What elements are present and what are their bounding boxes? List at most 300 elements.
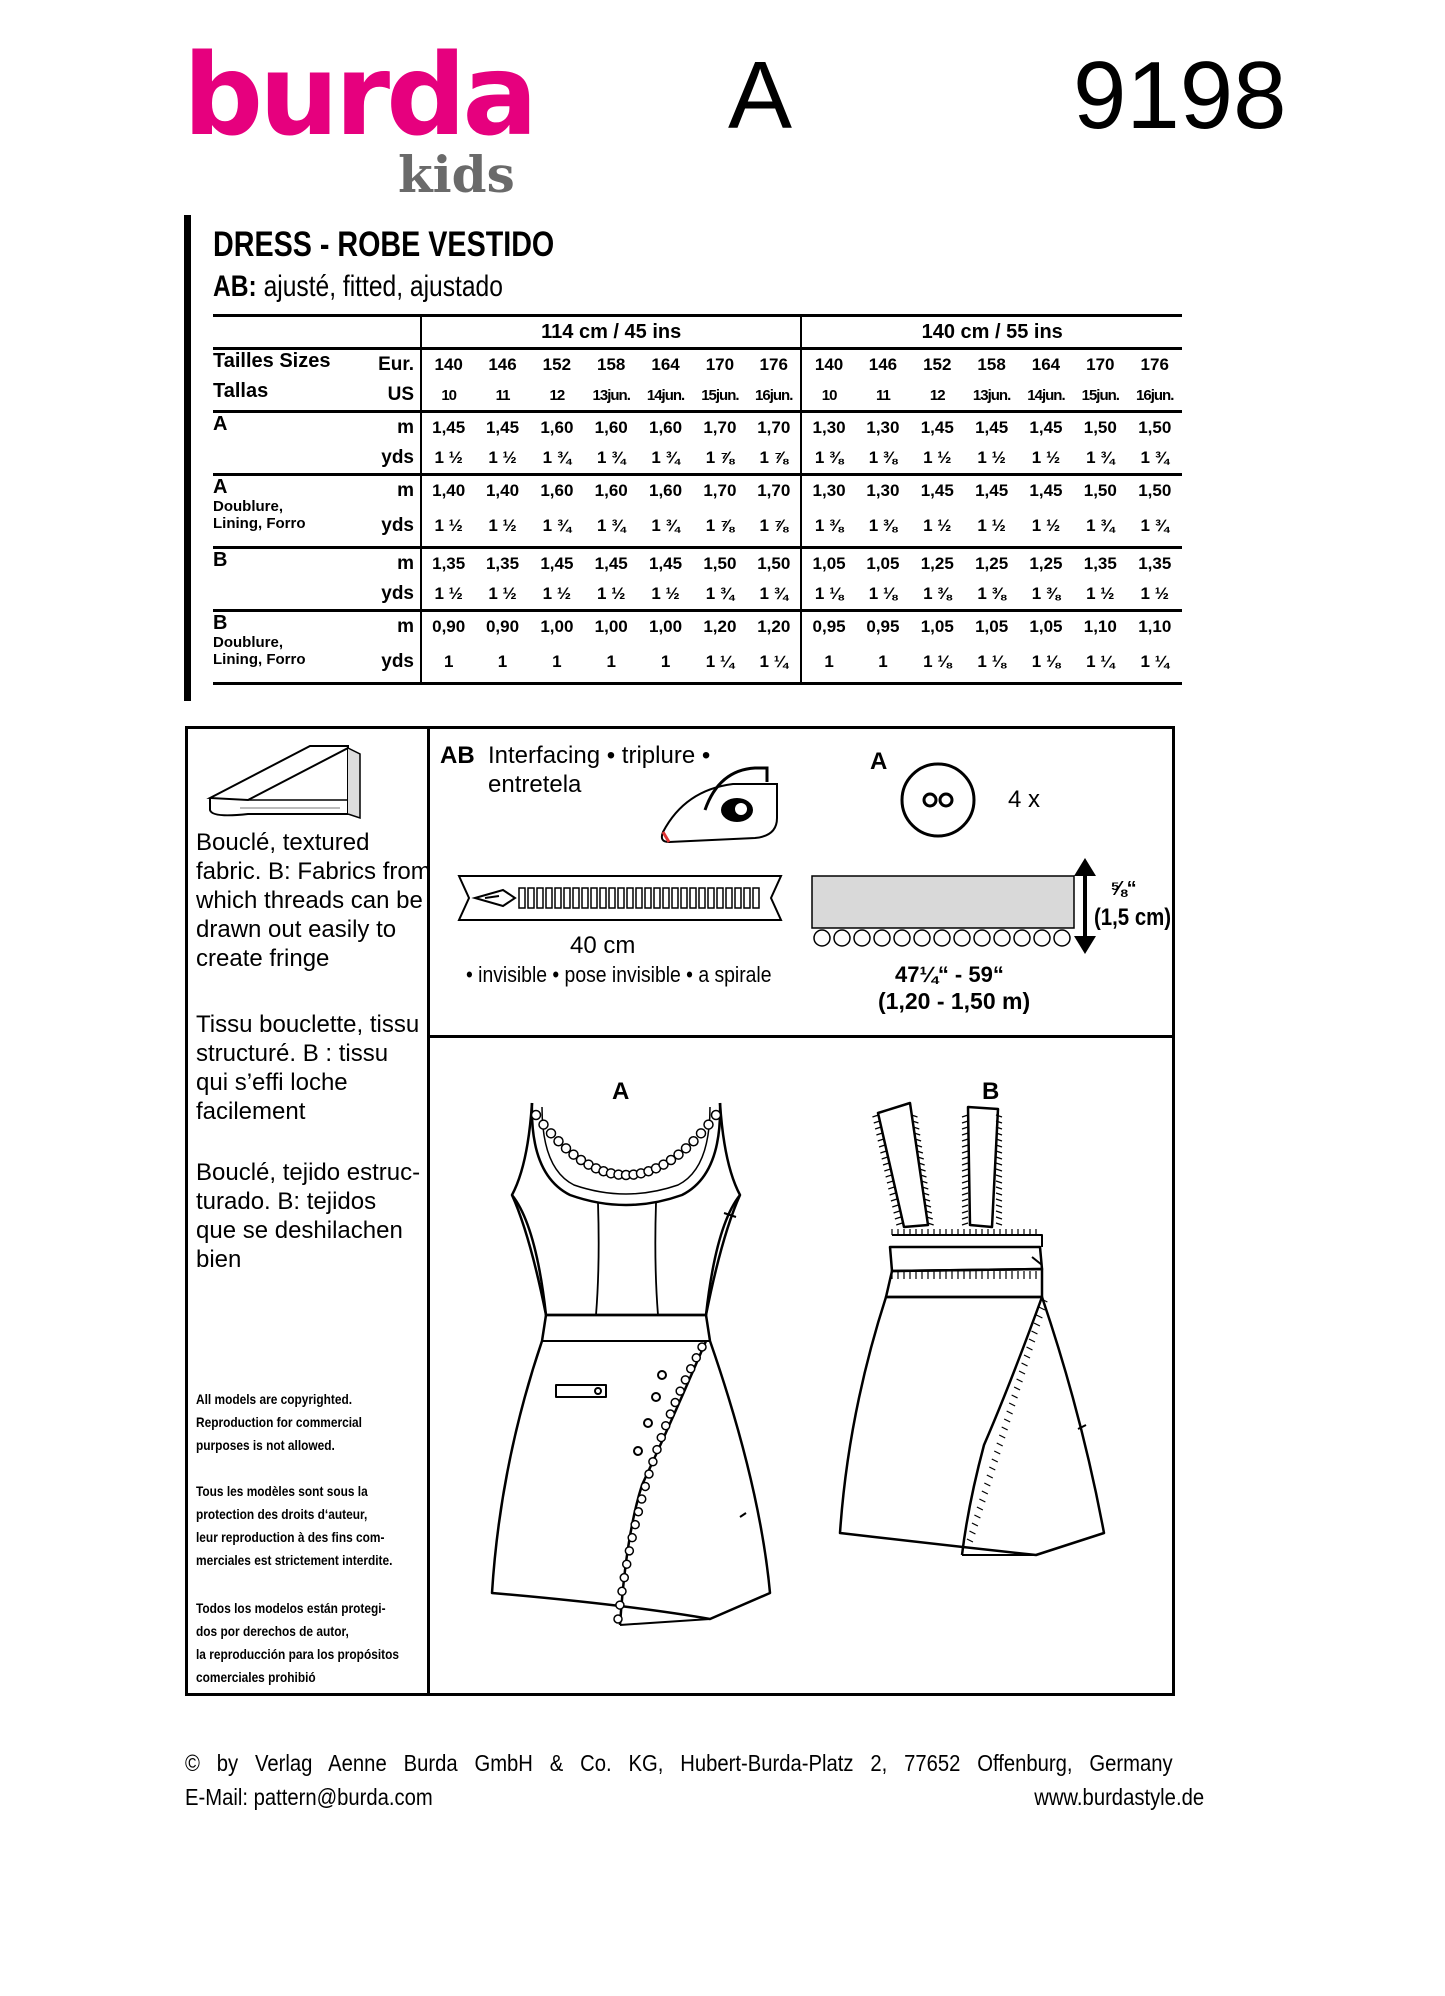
yardage-m: 1,45 <box>584 548 638 580</box>
fringe-thread <box>1022 1363 1028 1366</box>
pattern-number: 9198 <box>1073 42 1287 149</box>
yardage-m: 1,45 <box>421 412 475 444</box>
fringe-thread <box>962 1187 968 1189</box>
fringe-ball <box>874 930 890 946</box>
yardage-m: 1,50 <box>693 548 747 580</box>
fringe-thread <box>967 1539 973 1542</box>
yardage-m: 1,50 <box>1127 475 1182 507</box>
fringe-ball <box>1054 930 1070 946</box>
yardage-m: 1,00 <box>638 611 692 643</box>
fringe-thread <box>962 1175 968 1177</box>
zipper-tooth <box>555 888 561 908</box>
copyright-line: comerciales prohibió <box>196 1669 316 1685</box>
yardage-yds: 1 ¼ <box>1086 652 1115 671</box>
yardage-yds: 1 ⅞ <box>705 448 735 467</box>
fringe-thread <box>888 1187 894 1189</box>
yardage-m: 1,25 <box>910 548 964 580</box>
yardage-m: 1,45 <box>475 412 529 444</box>
trim-bead <box>676 1387 684 1395</box>
yardage-yds: 1 ⅞ <box>747 506 801 548</box>
yardage-m: 1,40 <box>475 475 529 507</box>
fringe-thread <box>996 1211 1002 1213</box>
fringe-thread <box>1026 1347 1032 1350</box>
size-us: 10 <box>821 386 837 404</box>
trim-bead <box>657 1434 665 1442</box>
yardage-yds: 1 ¾ <box>705 584 735 603</box>
fringe-thread <box>996 1217 1002 1219</box>
fringe-thread <box>972 1523 978 1526</box>
zipper-tooth <box>528 888 534 908</box>
fringe-thread <box>962 1169 968 1171</box>
fringe-thread <box>884 1169 890 1171</box>
trim-bead <box>645 1470 653 1478</box>
yardage-row-m <box>213 412 1182 444</box>
yardage-m: 1,35 <box>475 548 529 580</box>
footer-email[interactable]: E-Mail: pattern@burda.com <box>185 1784 433 1810</box>
yardage-row-m <box>213 548 1182 580</box>
yardage-m: 1,45 <box>530 548 584 580</box>
trim-bead <box>634 1508 642 1516</box>
zipper-tooth <box>573 888 579 908</box>
yardage-yds: 1 ⅜ <box>814 516 844 535</box>
view-sub-label: Doublure, Lining, Forro <box>213 634 306 668</box>
interfacing-label-2: entretela <box>488 771 582 798</box>
fringe-thread <box>997 1443 1003 1446</box>
zipper-type: • invisible • pose invisible • a spirale <box>466 962 772 987</box>
fringe-thread <box>996 1223 1002 1225</box>
yardage-m: 1,50 <box>1073 475 1127 507</box>
yardage-m: 1,45 <box>964 475 1018 507</box>
size-us: 16jun. <box>1136 386 1174 404</box>
fringe-thread <box>1014 1387 1020 1390</box>
trim-bead <box>712 1111 721 1120</box>
yardage-m: 1,05 <box>910 611 964 643</box>
yardage-yds: 1 ½ <box>977 448 1006 467</box>
fringe-thread <box>974 1515 980 1518</box>
yardage-yds: 1 ½ <box>434 584 463 603</box>
fringe-thread <box>996 1205 1002 1207</box>
fringe-thread <box>886 1175 892 1177</box>
yardage-yds: 1 <box>878 652 888 671</box>
fringe-thread <box>880 1151 886 1153</box>
yardage-m: 0,90 <box>421 611 475 643</box>
yardage-yds: 1 ½ <box>488 448 517 467</box>
zipper-length: 40 cm <box>570 932 636 959</box>
yardage-m: 1,30 <box>856 412 910 444</box>
fringe-thread <box>1034 1323 1040 1326</box>
width-header: 140 cm / 55 ins <box>801 316 1182 349</box>
fringe-thread <box>996 1169 1002 1171</box>
zipper-tooth <box>744 888 750 908</box>
yardage-yds: 1 ¾ <box>597 448 626 467</box>
yardage-yds: 1 ⅛ <box>1031 652 1061 671</box>
fringe-thread <box>962 1157 968 1159</box>
garment-title: DRESS - ROBE VESTIDO <box>213 225 555 264</box>
yardage-m: 1,30 <box>856 475 910 507</box>
copyright-line: All models are copyrighted. <box>196 1391 353 1407</box>
fringe-thread <box>962 1181 968 1183</box>
fringe-thread <box>1036 1315 1042 1318</box>
yardage-table <box>213 314 1182 687</box>
trim-bead <box>641 1482 649 1490</box>
fit-text: ajusté, fitted, ajustado <box>263 270 503 303</box>
zipper-tooth <box>519 888 525 908</box>
yardage-yds: 1 ½ <box>1031 448 1061 467</box>
fringe-thread <box>994 1451 1000 1454</box>
yardage-m: 1,70 <box>747 412 801 444</box>
size-eur: 152 <box>530 349 584 381</box>
fringe-thread <box>962 1127 968 1129</box>
trim-bead <box>614 1615 622 1623</box>
size-eur-row <box>213 349 1182 381</box>
fringe-thread <box>969 1531 975 1534</box>
width-header-row <box>213 316 1182 349</box>
trim-bead <box>697 1129 706 1138</box>
trim-bead <box>638 1495 646 1503</box>
trim-bead <box>666 1410 674 1418</box>
yardage-m: 1,50 <box>1127 412 1182 444</box>
button-icon <box>898 760 978 840</box>
copyright-line: Todos los modelos están protegi- <box>196 1600 386 1616</box>
size-eur: 164 <box>1019 349 1073 381</box>
size-us: 13jun. <box>592 386 630 404</box>
yardage-yds: 1 ½ <box>1140 584 1169 603</box>
zipper-tooth <box>609 888 615 908</box>
iron-icon <box>655 760 785 845</box>
size-label: Tailles Sizes <box>213 349 373 381</box>
yardage-yds: 1 ⅜ <box>1031 584 1061 603</box>
yardage-yds: 1 ¾ <box>1086 448 1115 467</box>
yardage-yds: 1 ½ <box>488 516 517 535</box>
yardage-m: 1,00 <box>530 611 584 643</box>
size-us: 15jun. <box>1081 386 1119 404</box>
fringe-thread <box>996 1163 1002 1165</box>
table-bottom-rule <box>213 684 1182 688</box>
zipper-tooth <box>600 888 606 908</box>
yardage-m: 1,60 <box>530 412 584 444</box>
yardage-m: 1,35 <box>1073 548 1127 580</box>
yardage-row-m <box>213 611 1182 643</box>
yardage-m: 1,20 <box>693 611 747 643</box>
yardage-yds: 1 ⅜ <box>977 584 1006 603</box>
fringe-ball <box>974 930 990 946</box>
fringe-thread <box>996 1193 1002 1195</box>
size-label: Tallas <box>213 380 269 402</box>
zipper-tooth <box>537 888 543 908</box>
size-eur: 158 <box>964 349 1018 381</box>
fringe-ball <box>934 930 950 946</box>
trim-bead <box>698 1343 706 1351</box>
yardage-yds: 1 ⅛ <box>814 584 844 603</box>
view-name: B <box>213 612 228 634</box>
fringe-trim-icon <box>808 870 1078 960</box>
zipper-tooth <box>726 888 732 908</box>
fringe-thread <box>878 1139 884 1141</box>
yardage-m: 0,95 <box>801 611 855 643</box>
trim-bead <box>662 1422 670 1430</box>
yardage-yds: 1 ½ <box>1031 516 1061 535</box>
unit-m: m <box>373 548 421 580</box>
yardage-yds: 1 ¾ <box>542 448 572 467</box>
copyright-line: la reproducción para los propósitos <box>196 1646 400 1662</box>
yardage-yds: 1 ¾ <box>1140 516 1169 535</box>
fringe-thread <box>962 1151 968 1153</box>
fringe-thread <box>876 1133 882 1135</box>
button-count: 4 x <box>1008 786 1041 813</box>
fringe-thread <box>1009 1403 1015 1406</box>
yardage-yds: 1 ¾ <box>651 448 680 467</box>
zipper-tooth <box>636 888 642 908</box>
view-letter: A <box>728 42 793 149</box>
yardage-yds: 1 ¾ <box>651 516 680 535</box>
size-us: 11 <box>495 386 510 404</box>
yardage-yds: 1 ½ <box>542 584 572 603</box>
unit-yds: yds <box>373 506 421 548</box>
fringe-thread <box>892 1205 898 1207</box>
fringe-thread <box>962 1193 968 1195</box>
garment-fit <box>213 270 503 304</box>
yardage-yds: 1 <box>443 652 454 671</box>
yardage-yds: 1 ¾ <box>542 516 572 535</box>
fringe-ball <box>894 930 910 946</box>
dress-view-b-drawing <box>820 1085 1120 1665</box>
fringe-thread <box>996 1175 1002 1177</box>
yardage-m: 1,70 <box>693 475 747 507</box>
yardage-m: 1,25 <box>964 548 1018 580</box>
fringe-ball <box>1034 930 1050 946</box>
yardage-m: 1,30 <box>801 475 855 507</box>
us-label: US <box>373 380 421 412</box>
brand-logo-sub: kids <box>398 145 515 204</box>
zipper-tooth <box>735 888 741 908</box>
fringe-thread <box>996 1157 1002 1159</box>
size-eur: 152 <box>910 349 964 381</box>
yardage-m: 1,60 <box>638 475 692 507</box>
trim-bead <box>547 1129 556 1138</box>
yardage-m: 1,45 <box>910 475 964 507</box>
yardage-m: 0,90 <box>475 611 529 643</box>
yardage-m: 1,05 <box>801 548 855 580</box>
width-header: 114 cm / 45 ins <box>421 316 801 349</box>
copyright-es <box>196 1597 435 1689</box>
fringe-thread <box>962 1133 968 1135</box>
fringe-thread <box>890 1193 896 1195</box>
fringe-thread <box>962 1217 968 1219</box>
fringe-thread <box>987 1475 993 1478</box>
yardage-yds: 1 ⅛ <box>868 584 898 603</box>
size-us: 14jun. <box>1027 386 1065 404</box>
zipper-tooth <box>582 888 588 908</box>
fringe-thread <box>896 1223 902 1225</box>
yardage-yds: 1 ¾ <box>747 579 801 611</box>
size-us: 16jun. <box>747 380 801 412</box>
button-view: A <box>870 748 888 775</box>
yardage-m: 1,45 <box>964 412 1018 444</box>
zipper-tooth <box>672 888 678 908</box>
yardage-m: 1,45 <box>1019 412 1073 444</box>
copyright-en <box>196 1388 391 1457</box>
footer-address: © by Verlag Aenne Burda GmbH & Co. KG, Hubert-Burda-Platz 2, 77652 Offenburg, Germany <box>185 1750 1173 1776</box>
view-name: A <box>213 413 228 435</box>
zipper-tooth <box>708 888 714 908</box>
yardage-m: 1,70 <box>693 412 747 444</box>
fringe-width-in: ⅝“ <box>1110 878 1137 900</box>
yardage-m: 1,00 <box>584 611 638 643</box>
fringe-thread <box>1007 1411 1013 1414</box>
zipper-icon <box>455 872 785 924</box>
copyright-line: Reproduction for commercial <box>196 1414 362 1430</box>
yardage-yds: 1 ⅞ <box>747 443 801 475</box>
copyright-line: dos por derechos de autor, <box>196 1623 349 1639</box>
yardage-m: 1,40 <box>421 475 475 507</box>
fringe-thread <box>1002 1427 1008 1430</box>
zipper-tooth <box>663 888 669 908</box>
yardage-m: 1,60 <box>530 475 584 507</box>
size-eur: 140 <box>801 349 855 381</box>
yardage-row-m <box>213 475 1182 507</box>
table-bottom-rule-cell <box>213 684 1182 688</box>
trim-bead <box>620 1574 628 1582</box>
trim-bead <box>653 1446 661 1454</box>
fringe-thread <box>1019 1371 1025 1374</box>
fringe-thread <box>992 1459 998 1462</box>
fringe-width-cm: (1,5 cm) <box>1094 904 1172 931</box>
fabric-bolt-icon <box>200 738 430 828</box>
trim-bead <box>687 1365 695 1373</box>
fringe-thread <box>887 1181 893 1183</box>
size-eur: 176 <box>1127 349 1182 381</box>
frame-divider-horizontal <box>427 1035 1175 1038</box>
trim-bead <box>671 1398 679 1406</box>
blank-cell <box>373 316 421 349</box>
blank-cell <box>213 316 373 349</box>
yardage-yds: 1 ⅛ <box>923 652 952 671</box>
yardage-m: 1,10 <box>1127 611 1182 643</box>
unit-yds: yds <box>373 642 421 684</box>
view-sub-label: Doublure, Lining, Forro <box>213 498 306 532</box>
yardage-m: 0,95 <box>856 611 910 643</box>
fringe-thread <box>1031 1331 1037 1334</box>
fringe-thread <box>962 1145 968 1147</box>
unit-yds: yds <box>373 443 421 475</box>
fringe-thread <box>891 1199 897 1201</box>
trim-bead <box>704 1120 713 1129</box>
copyright-line: leur reproduction à des fins com- <box>196 1529 385 1545</box>
fringe-thread <box>962 1205 968 1207</box>
yardage-yds: 1 ½ <box>651 584 680 603</box>
trim-bead <box>628 1534 636 1542</box>
trim-bead <box>681 1376 689 1384</box>
copyright-line: Tous les modèles sont sous la <box>196 1483 368 1499</box>
size-eur: 176 <box>747 349 801 381</box>
footer-website[interactable]: www.burdastyle.de <box>1034 1784 1205 1810</box>
zipper-tooth <box>690 888 696 908</box>
fabric-text-en: Bouclé, textured fabric. B: Fabrics from which threads can be drawn out easily to create fringe <box>196 829 431 972</box>
trim-bead <box>554 1137 563 1146</box>
zipper-tooth <box>564 888 570 908</box>
unit-m: m <box>373 475 421 507</box>
yardage-m: 1,50 <box>747 548 801 580</box>
yardage-m: 1,50 <box>1073 412 1127 444</box>
zipper-tooth <box>645 888 651 908</box>
eur-label: Eur. <box>373 349 421 381</box>
copyright-line: protection des droits d‘auteur, <box>196 1506 368 1522</box>
size-us: 12 <box>929 386 945 404</box>
fringe-thread <box>895 1217 901 1219</box>
yardage-yds: 1 ½ <box>923 516 952 535</box>
yardage-m: 1,10 <box>1073 611 1127 643</box>
brand-logo: burda <box>183 31 534 161</box>
section-bar <box>184 215 191 701</box>
zipper-tooth <box>717 888 723 908</box>
yardage-yds: 1 ⅜ <box>923 584 952 603</box>
size-us: 12 <box>549 386 565 404</box>
trim-bead <box>689 1137 698 1146</box>
view-name: A <box>213 476 228 498</box>
fringe-length-m: (1,20 - 1,50 m) <box>878 988 1031 1014</box>
fringe-thread <box>979 1499 985 1502</box>
fringe-thread <box>989 1467 995 1470</box>
yardage-m: 1,60 <box>584 475 638 507</box>
zipper-tooth <box>654 888 660 908</box>
yardage-yds: 1 ½ <box>923 448 952 467</box>
trim-bead <box>625 1547 633 1555</box>
yardage-m: 1,35 <box>421 548 475 580</box>
size-eur: 170 <box>693 349 747 381</box>
yardage-yds: 1 ½ <box>597 584 626 603</box>
yardage-m: 1,70 <box>747 475 801 507</box>
yardage-yds: 1 <box>497 652 508 671</box>
yardage-m: 1,25 <box>1019 548 1073 580</box>
trim-bead <box>623 1560 631 1568</box>
trim-bead <box>682 1144 691 1153</box>
fringe-thread <box>962 1211 968 1213</box>
fringe-thread <box>1039 1307 1045 1310</box>
yardage-yds: 1 ¾ <box>1086 516 1115 535</box>
trim-bead <box>618 1587 626 1595</box>
view-a-label: A <box>612 1078 630 1105</box>
yardage-m: 1,45 <box>910 412 964 444</box>
fringe-thread <box>984 1483 990 1486</box>
yardage-yds: 1 <box>606 652 616 671</box>
fringe-thread <box>1029 1339 1035 1342</box>
zipper-tooth <box>618 888 624 908</box>
yardage-m: 1,05 <box>856 548 910 580</box>
zipper-tooth <box>681 888 687 908</box>
fringe-thread <box>977 1507 983 1510</box>
fringe-ball <box>814 930 830 946</box>
trim-bead <box>631 1521 639 1529</box>
yardage-m: 1,05 <box>964 611 1018 643</box>
fringe-ball <box>954 930 970 946</box>
view-b-label: B <box>982 1078 1000 1105</box>
fringe-thread <box>1017 1379 1023 1382</box>
trim-bead <box>539 1120 548 1129</box>
trim-bead <box>562 1144 571 1153</box>
copyright-line: merciales est strictement interdite. <box>196 1552 393 1568</box>
fringe-ball <box>994 930 1010 946</box>
unit-yds: yds <box>373 579 421 611</box>
fringe-thread <box>962 1163 968 1165</box>
fringe-ball <box>854 930 870 946</box>
fringe-length-in: 47¼“ - 59“ <box>895 962 1004 987</box>
yardage-m: 1,30 <box>801 412 855 444</box>
fit-label: AB: <box>213 270 257 303</box>
zipper-tooth <box>591 888 597 908</box>
fabric-text-es: Bouclé, tejido estruc-turado. B: tejidos que se deshilachen bien <box>196 1159 421 1273</box>
yardage-yds: 1 ⅜ <box>814 448 844 467</box>
yardage-yds: 1 <box>660 652 671 671</box>
